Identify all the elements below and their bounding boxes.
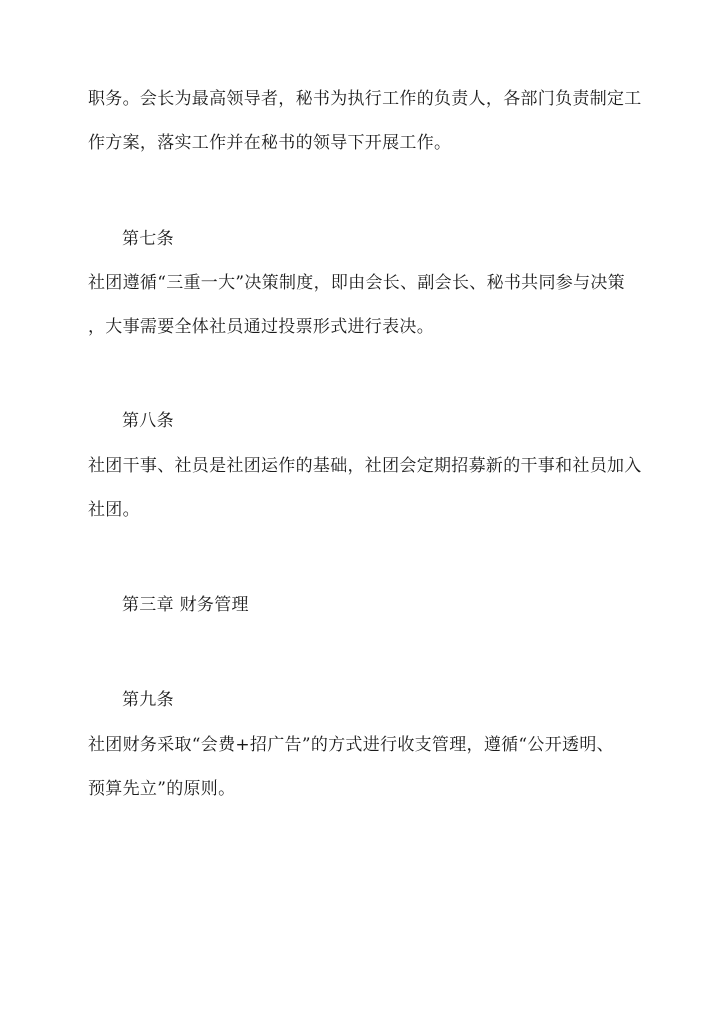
chapter-heading: 第三章 财务管理 xyxy=(122,595,249,615)
article-heading: 第七条 xyxy=(122,229,174,249)
paragraph-line: 作方案，落实工作并在秘书的领导下开展工作。 xyxy=(88,133,452,153)
paragraph-line: ，大事需要全体社员通过投票形式进行表决。 xyxy=(88,317,434,337)
article-heading: 第八条 xyxy=(122,411,174,431)
paragraph-line: 职务。会长为最高领导者，秘书为执行工作的负责人，各部门负责制定工 xyxy=(88,89,642,109)
paragraph-line: 预算先立”的原则。 xyxy=(88,779,236,799)
article-heading: 第九条 xyxy=(122,690,174,710)
paragraph-line: 社团遵循“三重一大”决策制度，即由会长、副会长、秘书共同参与决策 xyxy=(88,273,625,293)
paragraph-line: 社团财务采取“会费+招广告”的方式进行收支管理，遵循“公开透明、 xyxy=(88,735,614,755)
paragraph-line: 社团。 xyxy=(88,500,140,520)
paragraph-line: 社团干事、社员是社团运作的基础，社团会定期招募新的干事和社员加入 xyxy=(88,456,642,476)
